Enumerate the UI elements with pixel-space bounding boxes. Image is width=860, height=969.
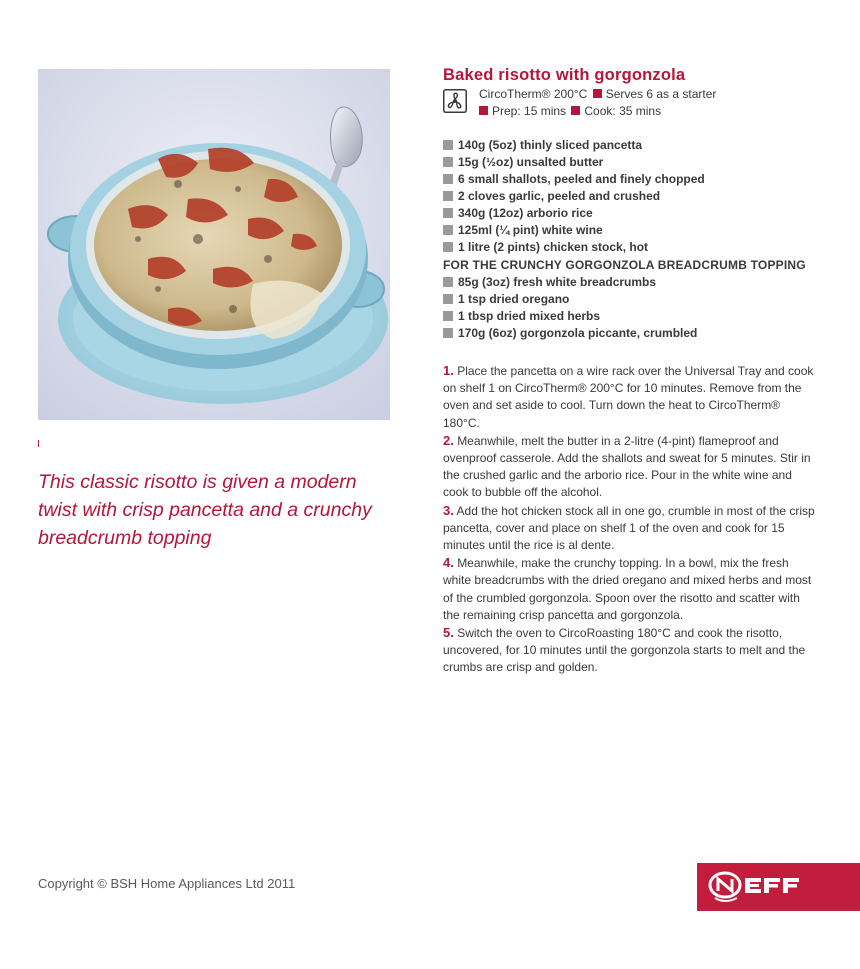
method-step [443, 432, 815, 502]
meta-line-time [479, 104, 661, 118]
step-number: 4. [443, 555, 454, 571]
method-step [443, 554, 815, 624]
method-steps [443, 362, 815, 677]
ingredient-item: 140g (5oz) thinly sliced pancetta [443, 137, 843, 154]
ingredient-item: 85g (3oz) fresh white breadcrumbs [443, 274, 843, 291]
step-number: 5. [443, 625, 454, 641]
step-text: Meanwhile, make the crunchy topping. In a bowl, mix the fresh white breadcrumbs with the dried oregano and mixed herbs and most of the crumbled gorgonzola. Spoon over the risotto and scatter with the remaining crisp pancetta and gorgonzola. [443, 556, 812, 622]
method-step [443, 362, 815, 432]
bullet-square [443, 294, 453, 304]
step-number: 2. [443, 432, 454, 448]
recipe-meta [443, 87, 843, 121]
recipe-title: Baked risotto with gorgonzola [443, 66, 686, 84]
bullet-square [443, 140, 453, 150]
bullet-square [443, 242, 453, 252]
ingredient-item: 170g (6oz) gorgonzola piccante, crumbled [443, 325, 843, 342]
bullet-square [443, 328, 453, 338]
method-step [443, 624, 815, 677]
ingredient-item: 125ml (¼ pint) white wine [443, 222, 843, 239]
intro-text: This classic risotto is given a modern twist with crisp pancetta and a crunchy breadcrumb topping [38, 471, 372, 549]
neff-logo-mark [697, 863, 860, 911]
ingredient-item: 15g (½oz) unsalted butter [443, 154, 843, 171]
recipe-panel [443, 66, 843, 677]
bullet-square [571, 106, 580, 115]
fan-icon [443, 89, 467, 113]
ingredient-item: 6 small shallots, peeled and finely chopped [443, 171, 843, 188]
bullet-square [443, 208, 453, 218]
ingredient-item: 340g (12oz) arborio rice [443, 205, 843, 222]
step-number: 1. [443, 363, 454, 378]
margin-tick [38, 440, 39, 447]
step-text: Meanwhile, melt the butter in a 2-litre (4-pint) flameproof and ovenproof casserole. Add the shallots and sweat for 5 minutes. Stir in the crushed garlic and the arborio rice. Pour in the white wine and cook to bubble off the alcohol. [443, 433, 811, 500]
risotto-photo [38, 69, 390, 420]
ingredient-item: 1 tsp dried oregano [443, 291, 843, 308]
prep-time: Prep: 15 mins [492, 104, 567, 118]
risotto-dish-illustration [38, 69, 390, 420]
ingredient-item: 1 litre (2 pints) chicken stock, hot [443, 239, 843, 256]
meta-line-oven [479, 87, 716, 101]
bullet-square [443, 311, 453, 321]
step-text: Place the pancetta on a wire rack over the Universal Tray and cook on shelf 1 on CircoTherm® 200°C for 10 minutes. Remove from the oven and set aside to cool. Turn down the heat to CircoTherm® 180°C. [443, 364, 814, 430]
ingredient-item: 1 tbsp dried mixed herbs [443, 308, 843, 325]
step-text: Add the hot chicken stock all in one go, crumble in most of the crisp pancetta, cover and place on shelf 1 of the oven and cook for 15 minutes until the rice is al dente. [443, 503, 815, 553]
serves: Serves 6 as a starter [605, 87, 717, 101]
ingredient-list [443, 137, 843, 342]
bullet-square [479, 106, 488, 115]
step-text: Switch the oven to CircoRoasting 180°C and cook the risotto, uncovered, for 10 minutes until the gorgonzola starts to melt and the crumbs are crisp and golden. [443, 626, 806, 675]
step-number: 3. [443, 502, 454, 518]
bullet-square [443, 225, 453, 235]
cook-time: Cook: 35 mins [584, 104, 662, 118]
neff-logo [697, 863, 860, 911]
bullet-square [593, 89, 602, 98]
ingredient-item: 2 cloves garlic, peeled and crushed [443, 188, 843, 205]
bullet-square [443, 191, 453, 201]
topping-heading: FOR THE CRUNCHY GORGONZOLA BREADCRUMB TOPPING [443, 258, 806, 272]
oven-mode: CircoTherm® 200°C [479, 87, 588, 101]
bullet-square [443, 157, 453, 167]
method-step [443, 502, 815, 555]
bullet-square [443, 277, 453, 287]
bullet-square [443, 174, 453, 184]
copyright-text: Copyright © BSH Home Appliances Ltd 2011 [38, 876, 296, 891]
